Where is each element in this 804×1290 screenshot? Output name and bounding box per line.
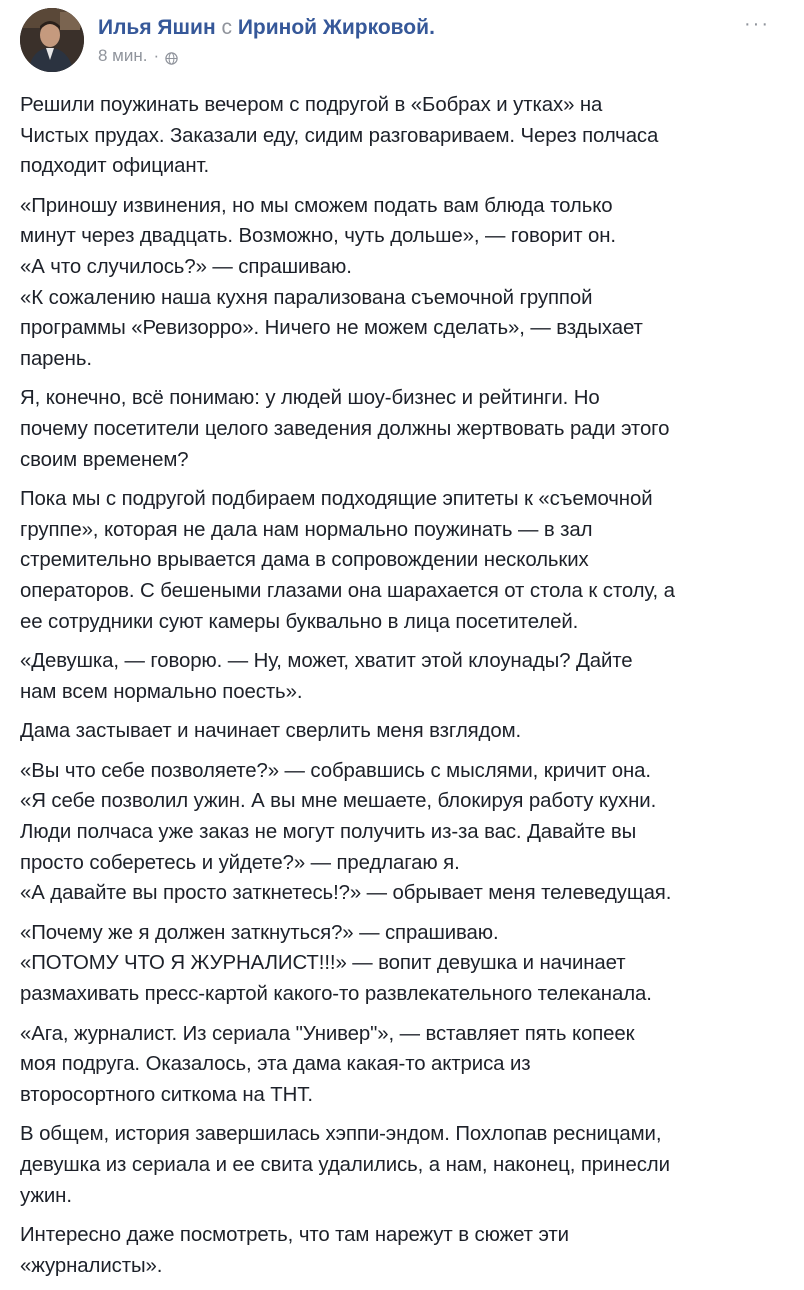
post-text-line: «А давайте вы просто заткнетесь!?» — обрывает меня телеведущая.	[20, 882, 672, 905]
post-header	[20, 8, 784, 74]
post-text-line: Чистых прудах. Заказали еду, сидим разговариваем. Через полчаса	[20, 124, 659, 147]
post-text-line: «Ага, журналист. Из сериала "Универ"», — вставляет пять копеек	[20, 1022, 635, 1045]
post-title-line	[98, 14, 718, 42]
post-text-line: ее сотрудники суют камеры буквально в лица посетителей.	[20, 610, 579, 633]
post-text-line: «ПОТОМУ ЧТО Я ЖУРНАЛИСТ!!!» — вопит девушка и начинает	[20, 952, 626, 975]
post-text-line: Решили поужинать вечером с подругой в «Бобрах и утках» на	[20, 94, 603, 116]
author-avatar[interactable]	[20, 8, 84, 72]
post-paragraph	[20, 756, 786, 909]
post-text-line: Дама застывает и начинает сверлить меня взглядом.	[20, 720, 522, 743]
post-meta	[98, 14, 718, 66]
post-text-line: программы «Ревизорро». Ничего не можем сделать», — вздыхает	[20, 317, 643, 340]
post-text-line: размахивать пресс-картой какого-то развлекательного телеканала.	[20, 983, 652, 1006]
post-text	[20, 90, 786, 1290]
post-subline	[98, 46, 718, 66]
post-text-line: Люди полчаса уже заказ не могут получить из-за вас. Давайте вы	[20, 821, 637, 844]
post-text-line: «Я себе позволил ужин. А вы мне мешаете, блокируя работу кухни.	[20, 790, 657, 813]
post-timestamp-link[interactable]: 8 мин.	[98, 46, 148, 65]
author-name-link[interactable]: Илья Яшин	[98, 16, 216, 39]
post-text-line: подходит официант.	[20, 155, 210, 178]
post-text-line: «Девушка, — говорю. — Ну, может, хватит этой клоунады? Дайте	[20, 650, 633, 673]
post-paragraph	[20, 90, 786, 182]
post-text-line: девушка из сериала и ее свита удалились, а нам, наконец, принесли	[20, 1154, 670, 1176]
with-word: с	[221, 16, 232, 39]
post-text-line: парень.	[20, 347, 92, 370]
post-paragraph	[20, 646, 786, 707]
post-text-line: «Почему же я должен заткнуться?» — спрашиваю.	[20, 921, 499, 944]
title-period: .	[429, 16, 435, 39]
post-text-line: «Вы что себе позволяете?» — собравшись с мыслями, кричит она.	[20, 759, 651, 782]
post-text-line: Я, конечно, всё понимаю: у людей шоу-бизнес и рейтинги. Но	[20, 387, 600, 410]
post-paragraph	[20, 918, 786, 1010]
post-text-line: операторов. С бешеными глазами она шарахается от стола к столу, а	[20, 579, 675, 602]
post-text-line: минут через двадцать. Возможно, чуть дольше», — говорит он.	[20, 225, 617, 248]
post-text-line: Пока мы с подругой подбираем подходящие эпитеты к «съемочной	[20, 488, 653, 511]
post-text-line: второсортного ситкома на ТНТ.	[20, 1083, 313, 1106]
post-text-line: стремительно врывается дама в сопровождении нескольких	[20, 549, 589, 572]
meta-separator: ·	[153, 46, 160, 65]
post-text-line: «К сожалению наша кухня парализована съемочной группой	[20, 286, 593, 309]
post-text-line: Интересно даже посмотреть, что там нарежут в сюжет эти	[20, 1224, 569, 1247]
post-options-button[interactable]: ···	[744, 13, 770, 35]
post-text-line: просто соберетесь и уйдете?» — предлагаю я.	[20, 851, 460, 874]
tagged-friend-link[interactable]: Ириной Жирковой	[237, 16, 430, 39]
post-paragraph	[20, 191, 786, 375]
post-paragraph	[20, 484, 786, 637]
post-text-line: моя подруга. Оказалось, эта дама какая-то актриса из	[20, 1053, 531, 1076]
post-text-line: «А что случилось?» — спрашиваю.	[20, 255, 352, 278]
post-paragraph	[20, 1019, 786, 1111]
globe-icon[interactable]	[165, 50, 178, 63]
post-text-line: В общем, история завершилась хэппи-эндом. Похлопав ресницами,	[20, 1123, 662, 1146]
post-text-line: ужин.	[20, 1184, 72, 1207]
post-text-line: почему посетители целого заведения должны жертвовать ради этого	[20, 417, 670, 440]
post-text-line: группе», которая не дала нам нормально поужинать — в зал	[20, 518, 593, 541]
post-paragraph	[20, 383, 786, 475]
post-text-line: «журналисты».	[20, 1254, 163, 1277]
post-text-line: «Приношу извинения, но мы сможем подать вам блюда только	[20, 194, 613, 217]
post-paragraph	[20, 1220, 786, 1281]
post-text-line: своим временем?	[20, 448, 189, 471]
post-paragraph	[20, 1119, 786, 1211]
avatar-photo-icon	[20, 8, 84, 72]
post-text-line: нам всем нормально поесть».	[20, 680, 303, 703]
post-paragraph	[20, 716, 786, 747]
